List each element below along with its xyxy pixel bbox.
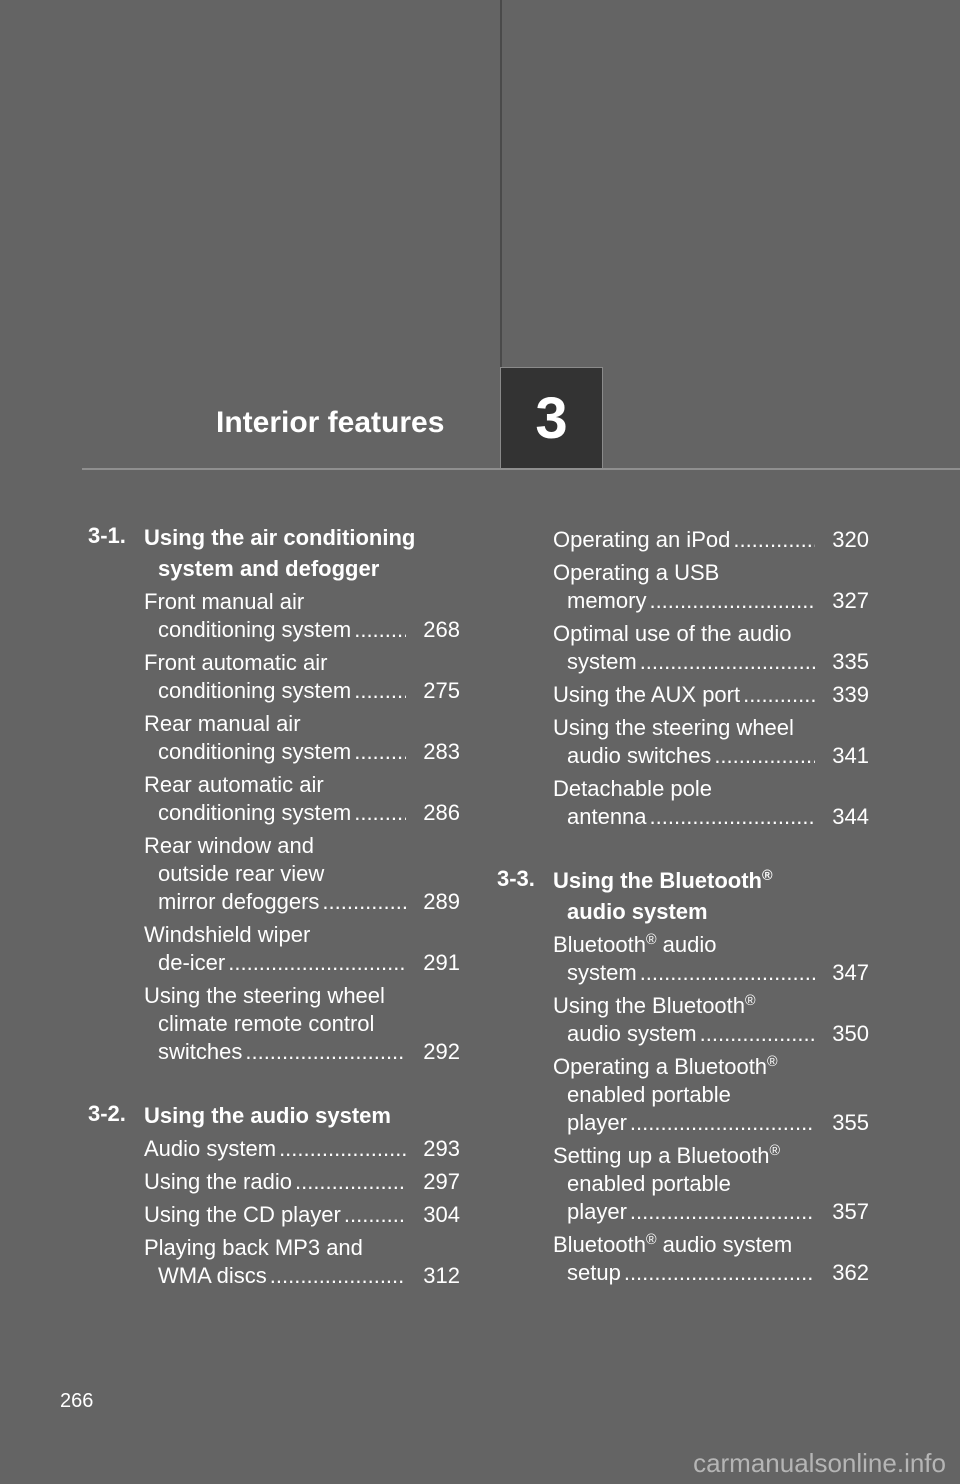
header-rule xyxy=(82,468,960,470)
section-title-line: Using the air conditioning xyxy=(144,525,416,550)
dot-leader xyxy=(733,526,815,554)
toc-entry-text: system xyxy=(567,960,637,985)
toc-entry-text: Rear window and xyxy=(144,833,314,858)
section-title xyxy=(144,1100,460,1131)
toc-entry xyxy=(553,1231,869,1287)
toc-entry-text: conditioning system xyxy=(158,739,352,764)
dot-leader xyxy=(354,616,406,644)
toc-entry-list xyxy=(553,522,869,831)
toc-entry-text: conditioning system xyxy=(158,800,352,825)
section-number: 3-2. xyxy=(88,1101,126,1126)
toc-entry-text: Optimal use of the audio xyxy=(553,621,792,646)
dot-leader xyxy=(245,1038,406,1066)
toc-entry-page: 304 xyxy=(423,1202,460,1227)
toc-entry-last-line xyxy=(553,1198,815,1226)
toc-entry-page: 275 xyxy=(423,678,460,703)
toc-entry-text: Operating a Bluetooth® xyxy=(553,1054,778,1079)
toc-entry xyxy=(553,992,869,1048)
toc-entry-text: Using the steering wheel xyxy=(144,983,385,1008)
toc-entry-page: 344 xyxy=(832,804,869,829)
toc-entry-last-line xyxy=(553,1259,815,1287)
toc-entry-text: audio switches xyxy=(567,743,712,768)
dot-leader xyxy=(630,1109,815,1137)
toc-entry-list xyxy=(144,1131,460,1290)
toc-entry-last-line xyxy=(553,1020,815,1048)
toc-entry-text: Rear automatic air xyxy=(144,772,324,797)
toc-entry-text: Rear manual air xyxy=(144,711,301,736)
toc-entry-last-line xyxy=(553,742,815,770)
dot-leader xyxy=(344,1201,406,1229)
toc-entry-list xyxy=(144,584,460,1066)
dot-leader xyxy=(640,648,815,676)
toc-entry-text: Using the Bluetooth® xyxy=(553,993,756,1018)
toc-entry-last-line xyxy=(553,526,815,554)
toc-entry xyxy=(144,832,460,916)
dot-leader xyxy=(700,1020,815,1048)
toc-entry-page: 341 xyxy=(832,743,869,768)
toc-entry xyxy=(553,1053,869,1137)
toc-right-column xyxy=(497,522,869,1293)
toc-entry-page: 283 xyxy=(423,739,460,764)
toc-entry-text: enabled portable xyxy=(567,1171,731,1196)
dot-leader xyxy=(354,677,406,705)
toc-entry-text: Using the CD player xyxy=(144,1202,341,1227)
toc-entry-last-line xyxy=(144,677,406,705)
section-title xyxy=(144,522,460,584)
toc-entry-text: Detachable pole xyxy=(553,776,713,801)
section-title-line: Using the audio system xyxy=(144,1103,391,1128)
toc-entry-text: system xyxy=(567,649,637,674)
dot-leader xyxy=(743,681,815,709)
toc-entry-text: de-icer xyxy=(158,950,226,975)
toc-entry-page: 297 xyxy=(423,1169,460,1194)
toc-entry-last-line xyxy=(144,1201,406,1229)
toc-entry-text: mirror defoggers xyxy=(158,889,320,914)
toc-entry-last-line xyxy=(144,616,406,644)
toc-entry-text: Front automatic air xyxy=(144,650,328,675)
dot-leader xyxy=(279,1135,406,1163)
toc-entry-list xyxy=(553,927,869,1287)
section-title-line: audio system xyxy=(567,899,708,924)
toc-entry-text: audio system xyxy=(567,1021,697,1046)
section-title xyxy=(553,865,869,927)
toc-entry-page: 350 xyxy=(832,1021,869,1046)
toc-entry-text: outside rear view xyxy=(158,861,325,886)
toc-entry-page: 327 xyxy=(832,588,869,613)
toc-entry-page: 339 xyxy=(832,682,869,707)
toc-entry-text: climate remote control xyxy=(158,1011,375,1036)
section-number: 3-1. xyxy=(88,523,126,548)
toc-entry-page: 292 xyxy=(423,1039,460,1064)
toc-entry-text: conditioning system xyxy=(158,678,352,703)
toc-entry xyxy=(144,649,460,705)
toc-entry-last-line xyxy=(553,587,815,615)
toc-entry-last-line xyxy=(144,738,406,766)
dot-leader xyxy=(322,888,406,916)
chapter-number-box xyxy=(500,367,603,470)
toc-entry-text: Operating an iPod xyxy=(553,527,731,552)
section-number: 3-3. xyxy=(497,866,535,891)
toc-entry-page: 357 xyxy=(832,1199,869,1224)
toc-entry xyxy=(553,559,869,615)
toc-entry-text: enabled portable xyxy=(567,1082,731,1107)
section-gap xyxy=(497,837,869,865)
toc-entry xyxy=(553,1142,869,1226)
toc-left-column xyxy=(88,522,460,1296)
toc-entry-last-line xyxy=(144,1168,406,1196)
toc-entry-text: WMA discs xyxy=(158,1263,267,1288)
toc-entry-last-line xyxy=(553,681,815,709)
dot-leader xyxy=(354,738,406,766)
toc-entry xyxy=(553,681,869,709)
toc-section xyxy=(497,522,869,831)
toc-entry xyxy=(553,620,869,676)
toc-entry-last-line xyxy=(144,799,406,827)
toc-entry xyxy=(144,982,460,1066)
toc-entry-text: antenna xyxy=(567,804,647,829)
toc-entry xyxy=(144,1135,460,1163)
toc-entry-page: 293 xyxy=(423,1136,460,1161)
toc-entry-text: Operating a USB xyxy=(553,560,720,585)
toc-entry-text: Front manual air xyxy=(144,589,305,614)
page-number: 266 xyxy=(60,1390,94,1412)
toc-entry xyxy=(553,714,869,770)
toc-entry xyxy=(144,1168,460,1196)
toc-entry-page: 291 xyxy=(423,950,460,975)
section-title-line: system and defogger xyxy=(158,556,380,581)
dot-leader xyxy=(630,1198,815,1226)
dot-leader xyxy=(295,1168,406,1196)
dot-leader xyxy=(228,949,406,977)
toc-entry-text: conditioning system xyxy=(158,617,352,642)
toc-entry-text: Windshield wiper xyxy=(144,922,311,947)
toc-entry-last-line xyxy=(144,949,406,977)
toc-entry-page: 335 xyxy=(832,649,869,674)
toc-entry-text: Using the radio xyxy=(144,1169,292,1194)
toc-entry-text: switches xyxy=(158,1039,243,1064)
toc-entry-text: player xyxy=(567,1110,627,1135)
toc-entry-text: Setting up a Bluetooth® xyxy=(553,1143,781,1168)
section-title-line: Using the Bluetooth® xyxy=(553,868,773,893)
toc-entry-page: 347 xyxy=(832,960,869,985)
toc-entry xyxy=(553,931,869,987)
dot-leader xyxy=(640,959,815,987)
toc-entry-text: setup xyxy=(567,1260,621,1285)
dot-leader xyxy=(354,799,406,827)
section-gap xyxy=(88,1072,460,1100)
toc-entry xyxy=(144,1201,460,1229)
chapter-number: 3 xyxy=(535,386,568,451)
toc-entry-last-line xyxy=(144,1262,406,1290)
toc-entry-last-line xyxy=(553,648,815,676)
toc-entry-page: 289 xyxy=(423,889,460,914)
toc-entry-page: 362 xyxy=(832,1260,869,1285)
toc-entry xyxy=(553,526,869,554)
dot-leader xyxy=(714,742,815,770)
toc-section xyxy=(88,522,460,1066)
toc-entry-page: 268 xyxy=(423,617,460,642)
toc-entry-page: 355 xyxy=(832,1110,869,1135)
toc-entry-text: Using the AUX port xyxy=(553,682,741,707)
dot-leader xyxy=(624,1259,815,1287)
toc-entry-last-line xyxy=(553,803,815,831)
toc-entry xyxy=(553,775,869,831)
toc-entry-text: Using the steering wheel xyxy=(553,715,794,740)
toc-entry-text: memory xyxy=(567,588,647,613)
toc-section xyxy=(497,865,869,1287)
toc-entry xyxy=(144,921,460,977)
toc-entry-last-line xyxy=(553,959,815,987)
toc-entry xyxy=(144,710,460,766)
dot-leader xyxy=(270,1262,406,1290)
toc-entry-last-line xyxy=(553,1109,815,1137)
toc-entry xyxy=(144,771,460,827)
toc-entry-last-line xyxy=(144,1038,406,1066)
toc-entry-text: Bluetooth® audio xyxy=(553,932,717,957)
toc-entry-last-line xyxy=(144,888,406,916)
toc-entry-text: Audio system xyxy=(144,1136,277,1161)
watermark: carmanualsonline.info xyxy=(693,1448,946,1478)
toc-entry-text: Bluetooth® audio system xyxy=(553,1232,793,1257)
toc-entry xyxy=(144,1234,460,1290)
toc-entry-last-line xyxy=(144,1135,406,1163)
toc-entry-page: 286 xyxy=(423,800,460,825)
toc-entry-text: Playing back MP3 and xyxy=(144,1235,363,1260)
toc-entry-text: player xyxy=(567,1199,627,1224)
chapter-title: Interior features xyxy=(216,406,445,439)
dot-leader xyxy=(650,803,815,831)
dot-leader xyxy=(649,587,815,615)
toc-section xyxy=(88,1100,460,1290)
toc-entry-page: 320 xyxy=(832,527,869,552)
toc-entry xyxy=(144,588,460,644)
toc-entry-page: 312 xyxy=(423,1263,460,1288)
